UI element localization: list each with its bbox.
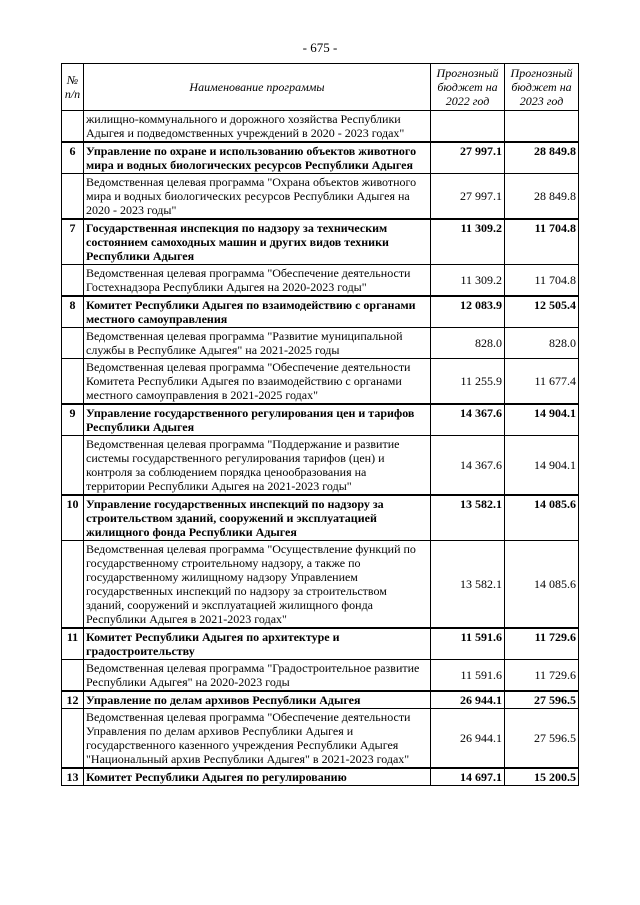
program-name: Ведомственная целевая программа "Обеспечение деятельности Управления по делам архивов Республики Адыгея и государственного казенного учреждения Республики Адыгея "Национальный архив Республики Адыгея" в 2021-2023 годах" xyxy=(84,709,431,769)
row-number: 8 xyxy=(62,296,84,328)
budget-2022: 11 309.2 xyxy=(431,219,505,265)
budget-2022: 14 697.1 xyxy=(431,768,505,786)
program-group-row xyxy=(62,691,579,709)
program-row xyxy=(62,359,579,405)
budget-2022: 11 255.9 xyxy=(431,359,505,405)
budget-2023: 27 596.5 xyxy=(505,709,579,769)
budget-2022: 12 083.9 xyxy=(431,296,505,328)
budget-2022: 11 309.2 xyxy=(431,265,505,297)
row-number: 11 xyxy=(62,628,84,660)
budget-2023: 11 677.4 xyxy=(505,359,579,405)
program-group-row xyxy=(62,296,579,328)
program-group-row xyxy=(62,219,579,265)
budget-2023: 11 729.6 xyxy=(505,660,579,692)
budget-2022: 26 944.1 xyxy=(431,691,505,709)
row-number: 10 xyxy=(62,495,84,541)
program-name: Ведомственная целевая программа "Охрана объектов животного мира и водных биологических ресурсов Республики Адыгея на 2020 - 2023 годы" xyxy=(84,174,431,220)
table-body xyxy=(62,111,579,786)
budget-2023 xyxy=(505,111,579,143)
program-row xyxy=(62,174,579,220)
program-group-row xyxy=(62,495,579,541)
budget-2022: 13 582.1 xyxy=(431,541,505,629)
row-number xyxy=(62,111,84,143)
program-group-row xyxy=(62,628,579,660)
row-number xyxy=(62,436,84,496)
program-name: Ведомственная целевая программа "Обеспечение деятельности Гостехнадзора Республики Адыгея на 2020-2023 годы" xyxy=(84,265,431,297)
budget-2023: 14 904.1 xyxy=(505,436,579,496)
program-group-row xyxy=(62,404,579,436)
budget-2023: 11 704.8 xyxy=(505,219,579,265)
budget-2023: 11 704.8 xyxy=(505,265,579,297)
program-row xyxy=(62,265,579,297)
program-row xyxy=(62,660,579,692)
program-group-row xyxy=(62,142,579,174)
col-header-2023: Прогнозный бюджет на 2023 год xyxy=(505,64,579,111)
page-number: - 675 - xyxy=(302,40,338,55)
program-name: Комитет Республики Адыгея по взаимодействию с органами местного самоуправления xyxy=(84,296,431,328)
row-number: 6 xyxy=(62,142,84,174)
program-name: Управление государственных инспекций по надзору за строительством зданий, сооружений и эксплуатацией жилищного фонда Республики Адыгея xyxy=(84,495,431,541)
budget-2023: 15 200.5 xyxy=(505,768,579,786)
program-name: Ведомственная целевая программа "Осуществление функций по государственному строительному надзору, а также по государственному жилищному надзору Управлением государственных инспекций по надзору за строительством зданий, сооружений и эксплуатацией жилищного фонда Республики Адыгея в 2021-2023 годах" xyxy=(84,541,431,629)
program-row xyxy=(62,111,579,143)
budget-2022: 14 367.6 xyxy=(431,436,505,496)
row-number xyxy=(62,541,84,629)
budget-2022: 27 997.1 xyxy=(431,174,505,220)
program-name: Комитет Республики Адыгея по регулированию xyxy=(84,768,431,786)
budget-2023: 28 849.8 xyxy=(505,174,579,220)
budget-2023: 14 085.6 xyxy=(505,495,579,541)
budget-2023: 11 729.6 xyxy=(505,628,579,660)
program-name: Ведомственная целевая программа "Поддержание и развитие системы государственного регулирования тарифов (цен) и контроля за соблюдением порядка ценообразования на территории Республики Адыгея на 2021-2023 годы" xyxy=(84,436,431,496)
program-name: Управление по охране и использованию объектов животного мира и водных биологических ресурсов Республики Адыгея xyxy=(84,142,431,174)
col-header-num: № п/п xyxy=(62,64,84,111)
budget-2023: 27 596.5 xyxy=(505,691,579,709)
budget-2022: 828.0 xyxy=(431,328,505,359)
program-name: Ведомственная целевая программа "Обеспечение деятельности Комитета Республики Адыгея по взаимодействию с органами местного самоуправления в 2021-2025 годах" xyxy=(84,359,431,405)
table-header-row xyxy=(62,64,579,111)
program-row xyxy=(62,436,579,496)
program-name: Управление государственного регулирования цен и тарифов Республики Адыгея xyxy=(84,404,431,436)
program-name: жилищно-коммунального и дорожного хозяйства Республики Адыгея и подведомственных учреждений в 2020 - 2023 годах" xyxy=(84,111,431,143)
row-number xyxy=(62,328,84,359)
program-row xyxy=(62,709,579,769)
row-number: 7 xyxy=(62,219,84,265)
budget-2023: 14 085.6 xyxy=(505,541,579,629)
row-number: 9 xyxy=(62,404,84,436)
program-name: Ведомственная целевая программа "Градостроительное развитие Республики Адыгея" на 2020-2023 годы xyxy=(84,660,431,692)
row-number: 12 xyxy=(62,691,84,709)
col-header-name: Наименование программы xyxy=(84,64,431,111)
budget-2022: 27 997.1 xyxy=(431,142,505,174)
budget-table xyxy=(61,63,579,786)
program-name: Управление по делам архивов Республики Адыгея xyxy=(84,691,431,709)
row-number: 13 xyxy=(62,768,84,786)
program-group-row xyxy=(62,768,579,786)
row-number xyxy=(62,174,84,220)
row-number xyxy=(62,359,84,405)
budget-2023: 828.0 xyxy=(505,328,579,359)
row-number xyxy=(62,265,84,297)
budget-2023: 14 904.1 xyxy=(505,404,579,436)
row-number xyxy=(62,709,84,769)
budget-2023: 12 505.4 xyxy=(505,296,579,328)
row-number xyxy=(62,660,84,692)
col-header-2022: Прогнозный бюджет на 2022 год xyxy=(431,64,505,111)
program-name: Ведомственная целевая программа "Развитие муниципальной службы в Республике Адыгея" на 2021-2025 годы xyxy=(84,328,431,359)
budget-2022 xyxy=(431,111,505,143)
budget-2022: 11 591.6 xyxy=(431,660,505,692)
budget-2022: 14 367.6 xyxy=(431,404,505,436)
budget-2022: 13 582.1 xyxy=(431,495,505,541)
program-name: Государственная инспекция по надзору за техническим состоянием самоходных машин и других видов техники Республики Адыгея xyxy=(84,219,431,265)
program-row xyxy=(62,328,579,359)
budget-2022: 26 944.1 xyxy=(431,709,505,769)
program-name: Комитет Республики Адыгея по архитектуре и градостроительству xyxy=(84,628,431,660)
program-row xyxy=(62,541,579,629)
budget-2022: 11 591.6 xyxy=(431,628,505,660)
budget-2023: 28 849.8 xyxy=(505,142,579,174)
